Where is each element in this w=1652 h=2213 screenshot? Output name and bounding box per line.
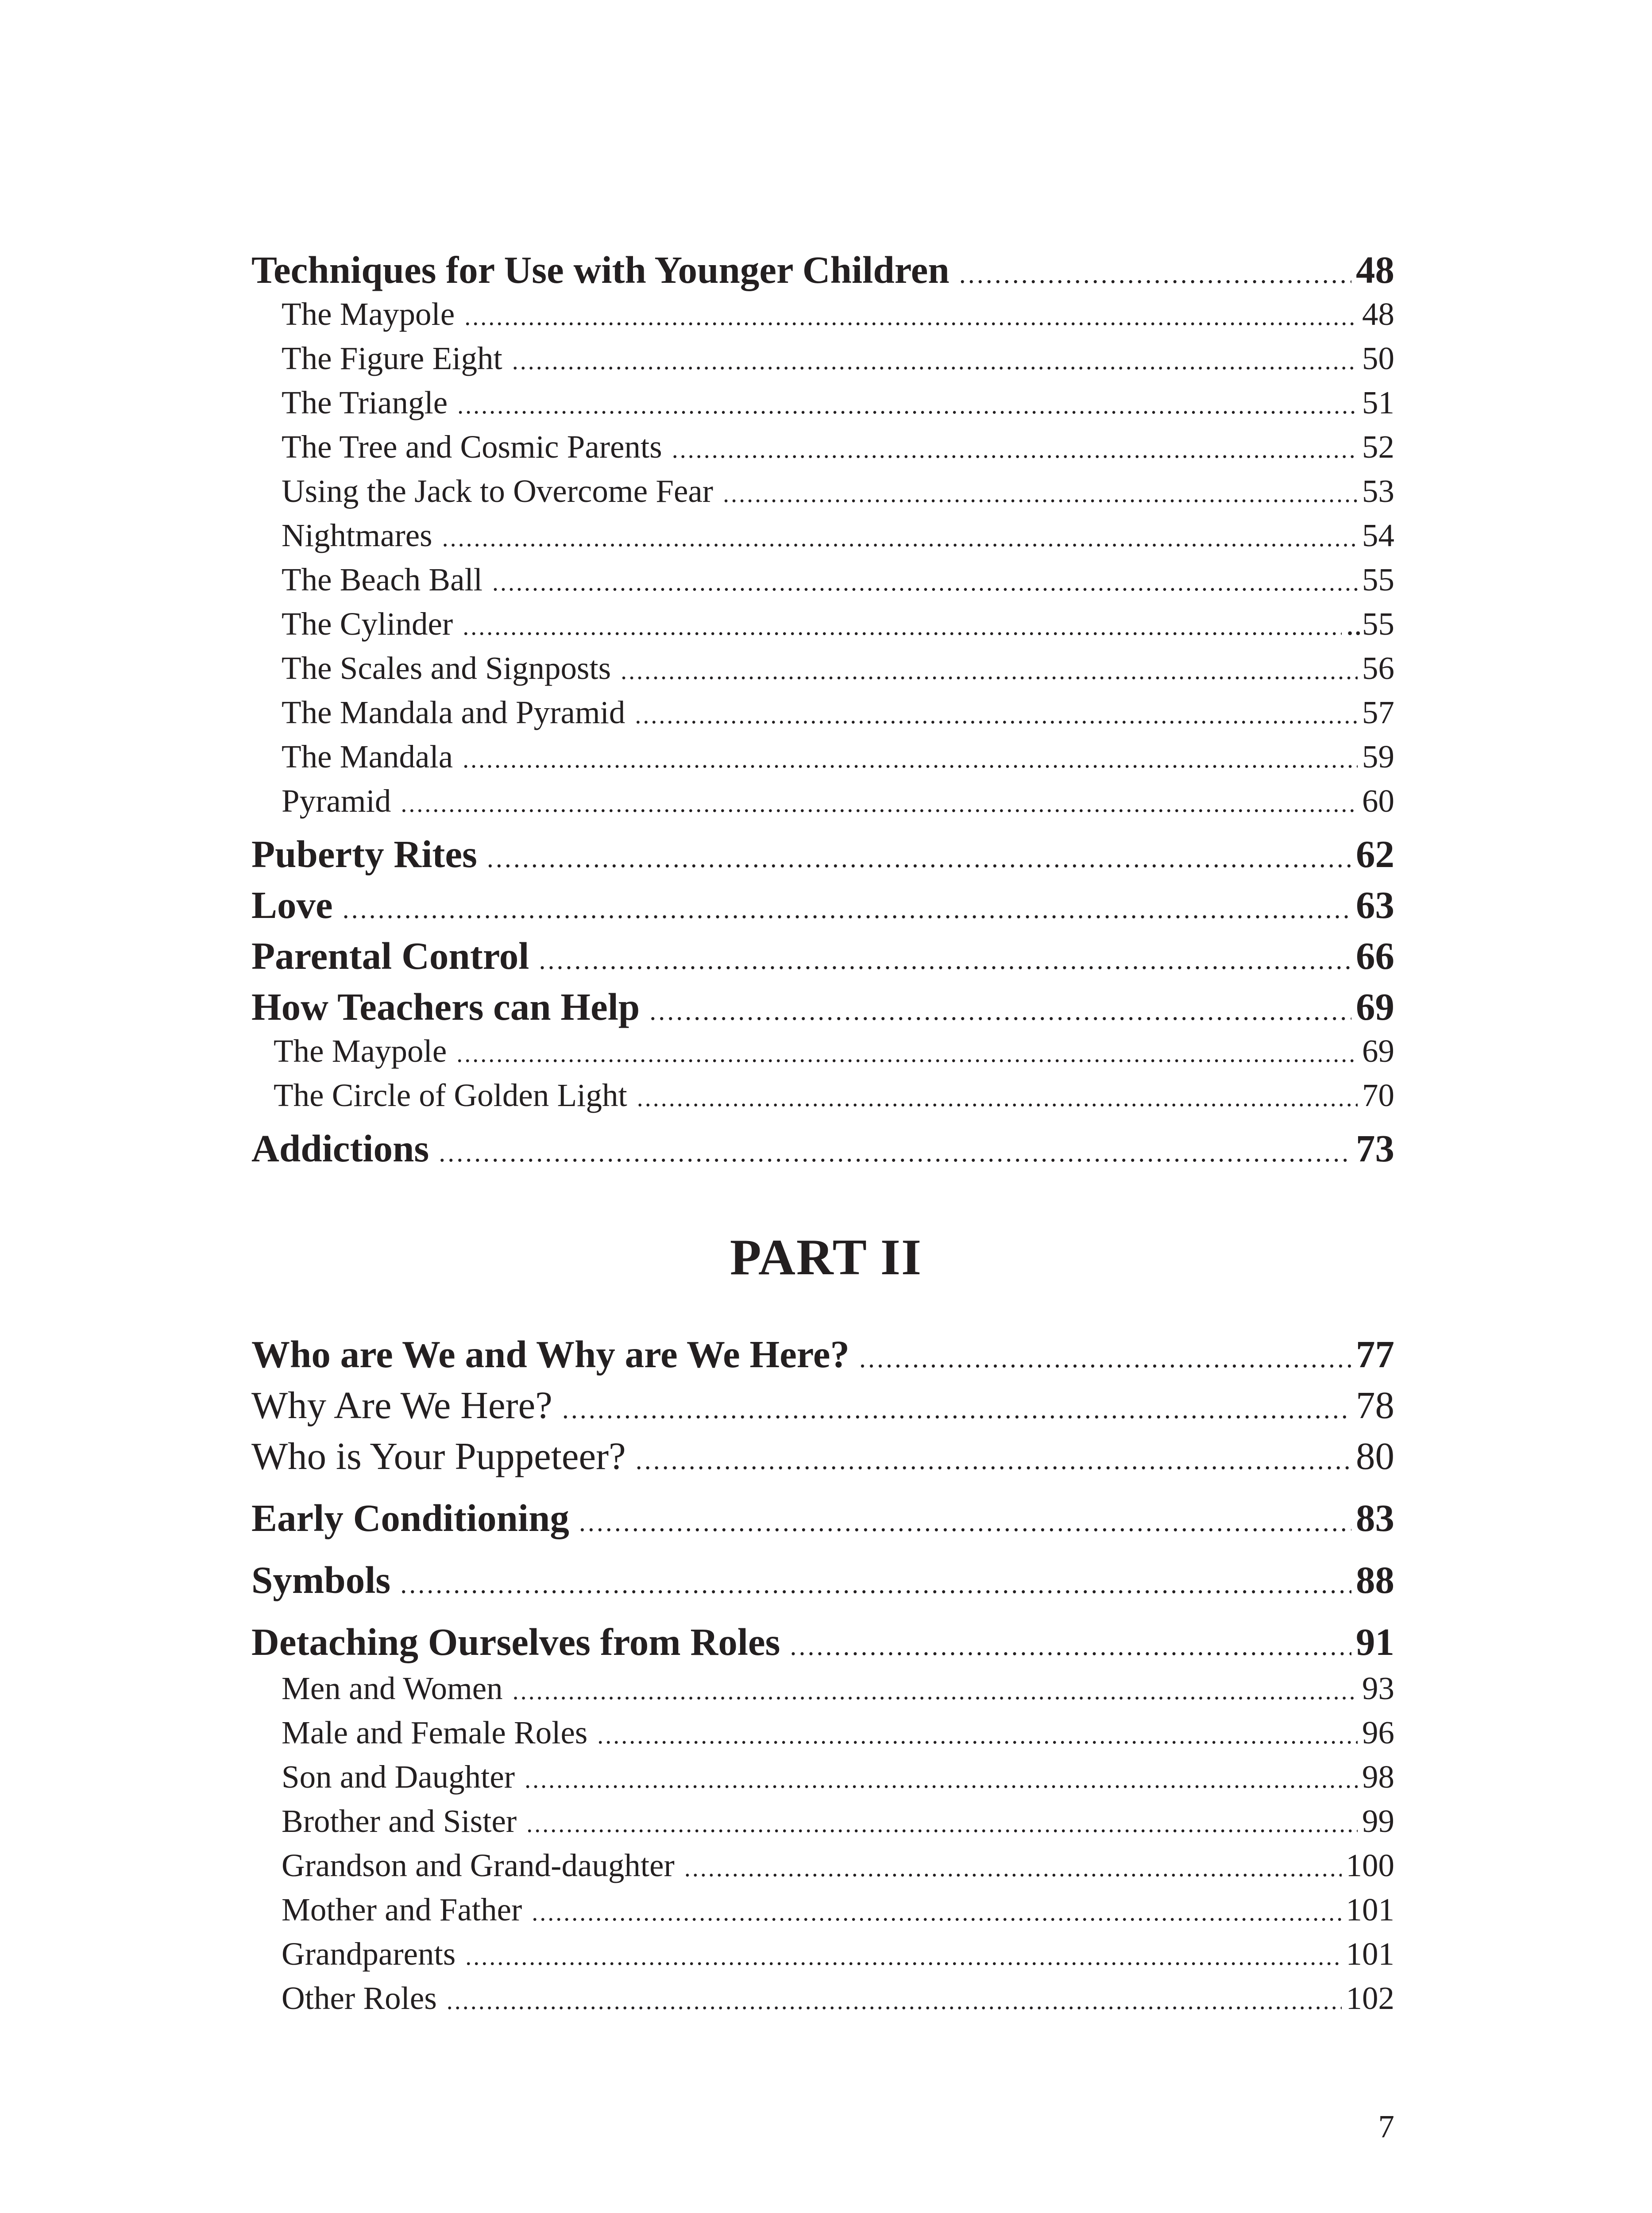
toc-entry-page: 101 (1346, 1892, 1394, 1928)
toc-entry-page: 59 (1362, 739, 1394, 775)
dot-leader (562, 1385, 1351, 1434)
dot-leader (343, 885, 1351, 933)
dot-leader (512, 339, 1358, 383)
toc-entry-parental-control (251, 932, 1394, 984)
dot-leader (579, 1498, 1351, 1546)
toc-entry-page: 48 (1356, 248, 1394, 291)
toc-entry-title: Techniques for Use with Younger Children (251, 248, 950, 291)
toc-entry-title: How Teachers can Help (251, 985, 640, 1028)
toc-entry-how-teachers-can-help (251, 983, 1394, 1035)
toc-entry-title: The Maypole (282, 296, 455, 332)
dot-leader (649, 987, 1351, 1035)
toc-entry-the-maypole (251, 292, 1394, 339)
toc-entry-title: Brother and Sister (282, 1803, 517, 1839)
toc-entry-title: Who is Your Puppeteer? (251, 1434, 626, 1477)
toc-entry-title: Early Conditioning (251, 1496, 569, 1539)
toc-entry-page: 52 (1362, 429, 1394, 465)
toc-entry-page: 70 (1362, 1077, 1394, 1113)
toc-entry-page: 88 (1356, 1558, 1394, 1601)
dot-leader (487, 834, 1351, 883)
toc-entry-page: 91 (1356, 1620, 1394, 1663)
dot-leader (672, 428, 1358, 472)
toc-entry-title: The Scales and Signposts (282, 650, 611, 686)
toc-entry-title: Using the Jack to Overcome Fear (282, 473, 714, 509)
toc-entry-brother-and-sister (251, 1799, 1394, 1846)
toc-entry-title: Grandson and Grand-daughter (282, 1847, 675, 1883)
toc-entry-page: 101 (1346, 1936, 1394, 1972)
toc-entry-love (251, 881, 1394, 933)
toc-entry-the-cylinder (251, 602, 1394, 649)
toc-entry-title: The Beach Ball (282, 562, 483, 598)
toc-entry-title: The Mandala and Pyramid (282, 694, 625, 730)
toc-entry-title: Pyramid (282, 783, 391, 819)
toc-entry-the-figure-eight (251, 336, 1394, 383)
toc-entry-title: Other Roles (282, 1980, 437, 2016)
toc-entry-the-triangle (251, 381, 1394, 428)
toc-entry-title: Why Are We Here? (251, 1384, 552, 1426)
toc-entry-grandson-and-grand-daughter (251, 1843, 1394, 1890)
toc-entry-page: 55 (1362, 562, 1394, 598)
toc-entry-title: The Maypole (274, 1033, 447, 1069)
toc-entry-title: Male and Female Roles (282, 1715, 588, 1750)
toc-entry-page: ..55 (1346, 606, 1394, 642)
toc-entry-title: Detaching Ourselves from Roles (251, 1620, 780, 1663)
dot-leader (597, 1713, 1358, 1758)
dot-leader (457, 383, 1358, 428)
toc-entry-title: Love (251, 883, 333, 926)
dot-leader (442, 516, 1358, 560)
toc-entry-page: 99 (1362, 1803, 1394, 1839)
toc-entry-page: 50 (1362, 340, 1394, 376)
toc-entry-grandparents (251, 1932, 1394, 1979)
dot-leader (447, 1979, 1342, 2023)
dot-leader (526, 1802, 1358, 1846)
toc-entry-puberty-rites (251, 830, 1394, 883)
dot-leader (465, 1935, 1341, 1979)
toc-entry-title: The Figure Eight (282, 340, 502, 376)
dot-leader (439, 1128, 1351, 1177)
toc-entry-page: 96 (1362, 1715, 1394, 1750)
toc-entry-the-maypole (251, 1029, 1394, 1076)
toc-entry-page: 66 (1356, 934, 1394, 977)
toc-entry-the-mandala-and-pyramid (251, 690, 1394, 737)
toc-entry-title: Addictions (251, 1127, 429, 1170)
toc-entry-the-tree-and-cosmic-parents (251, 425, 1394, 472)
toc-entry-title: Grandparents (282, 1936, 456, 1972)
toc-entry-page: 100 (1346, 1847, 1394, 1883)
toc-entry-pyramid (251, 779, 1394, 826)
dot-leader (464, 295, 1358, 339)
toc-entry-the-scales-and-signposts (251, 646, 1394, 693)
toc-entry-page: 56 (1362, 650, 1394, 686)
toc-entry-techniques-for-use-with-younger-children (251, 246, 1394, 298)
toc-entry-symbols (251, 1556, 1394, 1608)
toc-entry-page: 69 (1362, 1033, 1394, 1069)
toc-entry-page: 93 (1362, 1670, 1394, 1706)
toc-entry-page: 62 (1356, 833, 1394, 875)
dot-leader (621, 649, 1358, 693)
toc-entry-page: 53 (1362, 473, 1394, 509)
toc-entry-title: The Cylinder (282, 606, 453, 642)
dot-leader (532, 1890, 1341, 1935)
toc-entry-title: Who are We and Why are We Here? (251, 1333, 849, 1376)
toc-entry-title: Men and Women (282, 1670, 503, 1706)
dot-leader (635, 693, 1358, 737)
toc-entry-page: 83 (1356, 1496, 1394, 1539)
toc-entry-title: Nightmares (282, 517, 432, 553)
dot-leader (513, 1669, 1358, 1713)
dot-leader (723, 472, 1358, 516)
dot-leader (637, 1076, 1358, 1120)
toc-entry-nightmares (251, 513, 1394, 560)
toc-entry-title: Parental Control (251, 934, 529, 977)
dot-leader (401, 782, 1358, 826)
toc-entry-page: 77 (1356, 1333, 1394, 1376)
dot-leader (959, 250, 1351, 298)
toc-entry-title: Mother and Father (282, 1892, 522, 1928)
toc-entry-title: The Circle of Golden Light (274, 1077, 627, 1113)
toc-entry-page: 78 (1356, 1384, 1394, 1426)
dot-leader (636, 1436, 1351, 1484)
toc-entry-son-and-daughter (251, 1755, 1394, 1802)
part-two-heading: PART II (730, 1229, 922, 1286)
dot-leader (859, 1334, 1351, 1383)
dot-leader (684, 1846, 1342, 1890)
toc-entry-title: Puberty Rites (251, 833, 477, 875)
dot-leader (456, 1032, 1358, 1076)
toc-entry-title: Son and Daughter (282, 1759, 515, 1795)
dot-leader (463, 737, 1358, 782)
toc-entry-mother-and-father (251, 1888, 1394, 1935)
toc-entry-title: The Tree and Cosmic Parents (282, 429, 662, 465)
toc-entry-page: 60 (1362, 783, 1394, 819)
toc-entry-title: The Mandala (282, 739, 453, 775)
toc-entry-who-is-your-puppeteer (251, 1432, 1394, 1484)
toc-entry-page: 57 (1362, 694, 1394, 730)
toc-entry-page: 63 (1356, 883, 1394, 926)
dot-leader (525, 1758, 1358, 1802)
toc-entry-other-roles (251, 1976, 1394, 2023)
toc-entry-the-beach-ball (251, 558, 1394, 605)
dot-leader (539, 936, 1351, 984)
toc-entry-early-conditioning (251, 1494, 1394, 1546)
dot-leader (492, 560, 1358, 605)
toc-entry-who-are-we-and-why-are-we-here (251, 1330, 1394, 1383)
toc-entry-using-the-jack-to-overcome-fear (251, 469, 1394, 516)
dot-leader (790, 1622, 1351, 1670)
toc-entry-title: Symbols (251, 1558, 391, 1601)
toc-entry-page: 69 (1356, 985, 1394, 1028)
toc-entry-the-mandala (251, 735, 1394, 782)
dot-leader (463, 605, 1341, 649)
dot-leader (400, 1560, 1351, 1608)
toc-entry-page: 48 (1362, 296, 1394, 332)
toc-entry-title: The Triangle (282, 385, 448, 420)
toc-entry-the-circle-of-golden-light (251, 1073, 1394, 1120)
toc-entry-men-and-women (251, 1666, 1394, 1713)
page-number: 7 (1378, 2109, 1394, 2144)
toc-entry-detaching-ourselves-from-roles (251, 1618, 1394, 1670)
toc-entry-page: 51 (1362, 385, 1394, 420)
toc-entry-page: 102 (1346, 1980, 1394, 2016)
toc-entry-page: 54 (1362, 517, 1394, 553)
toc-entry-addictions (251, 1124, 1394, 1177)
toc-entry-page: 73 (1356, 1127, 1394, 1170)
toc-entry-male-and-female-roles (251, 1711, 1394, 1758)
toc-entry-page: 80 (1356, 1434, 1394, 1477)
toc-entry-page: 98 (1362, 1759, 1394, 1795)
toc-entry-why-are-we-here (251, 1381, 1394, 1434)
